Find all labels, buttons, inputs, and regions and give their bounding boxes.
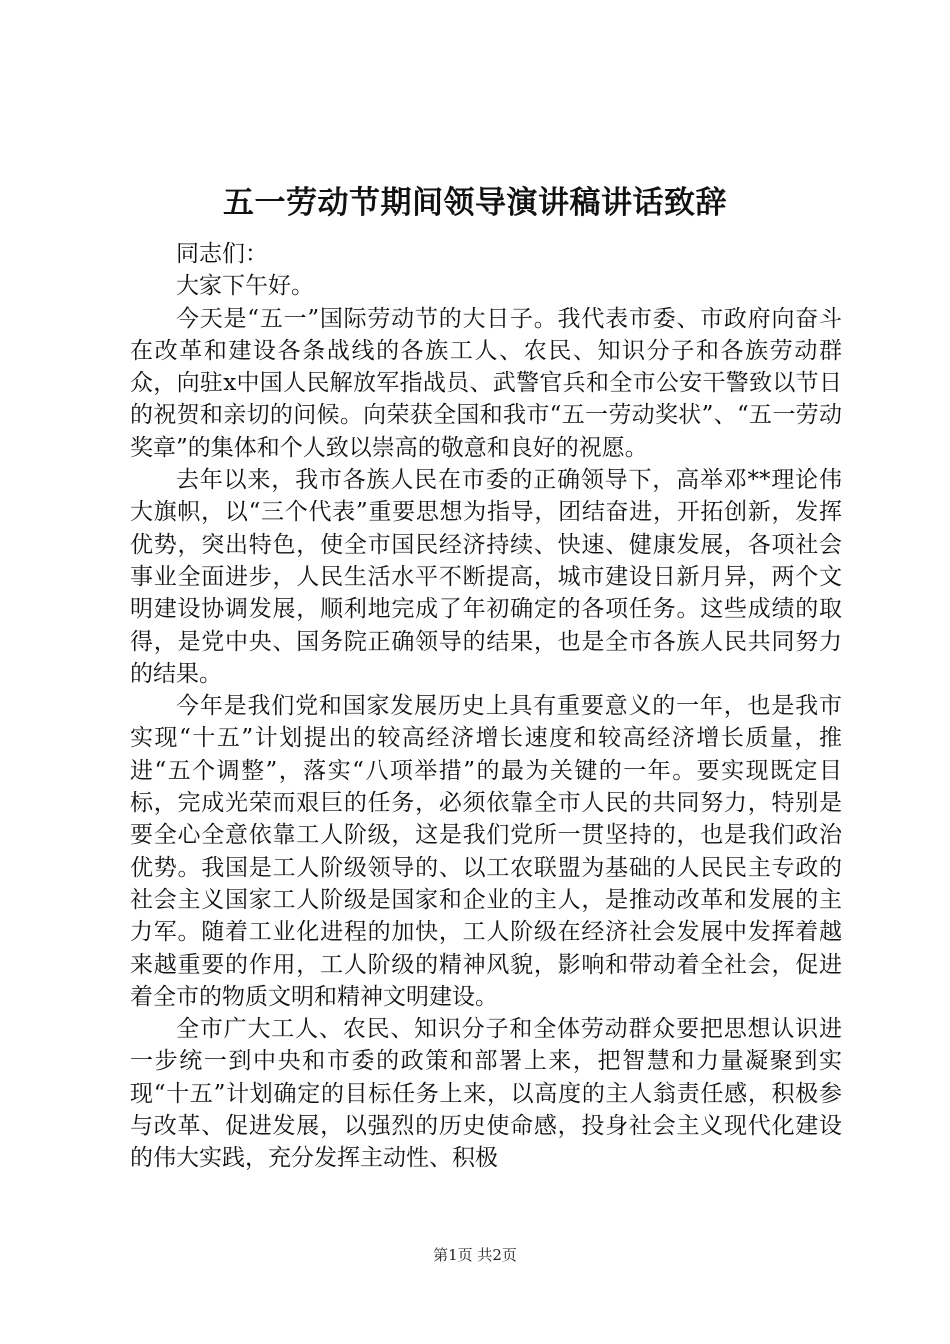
greeting: 大家下午好。	[176, 273, 314, 300]
document-body	[130, 238, 842, 1175]
page-number-footer: 第1页 共2页	[433, 1246, 517, 1264]
paragraph-3: 今年是我们党和国家发展历史上具有重要意义的一年，也是我市实现“十五”计划提出的较高经济增长速度和较高经济增长质量，推进“五个调整”，落实“八项举措”的最为关键的一年。要实现既定目标，完成光荣而艰巨的任务，必须依靠全市人民的共同努力，特别是要全心全意依靠工人阶级，这是我们党所一贯坚持的，也是我们政治优势。我国是工人阶级领导的、以工农联盟为基础的人民民主专政的社会主义国家工人阶级是国家和企业的主人，是推动改革和发展的主力军。随着工业化进程的加快，工人阶级在经济社会发展中发挥着越来越重要的作用，工人阶级的精神风貌，影响和带动着全社会，促进着全市的物质文明和精神文明建设。	[130, 693, 842, 1010]
document-title: 五一劳动节期间领导演讲稿讲话致辞	[223, 185, 727, 221]
paragraph-1: 今天是“五一”国际劳动节的大日子。我代表市委、市政府向奋斗在改革和建设各条战线的各族工人、农民、知识分子和各族劳动群众，向驻x中国人民解放军指战员、武警官兵和全市公安干警致以节日的祝贺和亲切的问候。向荣获全国和我市“五一劳动奖状”、“五一劳动奖章”的集体和个人致以崇高的敬意和良好的祝愿。	[130, 305, 842, 461]
paragraph-2: 去年以来，我市各族人民在市委的正确领导下，高举邓**理论伟大旗帜，以“三个代表”重要思想为指导，团结奋进，开拓创新，发挥优势，突出特色，使全市国民经济持续、快速、健康发展，各项社会事业全面进步，人民生活水平不断提高，城市建设日新月异，两个文明建设协调发展，顺利地完成了年初确定的各项任务。这些成绩的取得，是党中央、国务院正确领导的结果，也是全市各族人民共同努力的结果。	[130, 467, 842, 687]
paragraph-4: 全市广大工人、农民、知识分子和全体劳动群众要把思想认识进一步统一到中央和市委的政策和部署上来，把智慧和力量凝聚到实现“十五”计划确定的目标任务上来，以高度的主人翁责任感，积极参与改革、促进发展，以强烈的历史使命感，投身社会主义现代化建设的伟大实践，充分发挥主动性、积极	[130, 1016, 842, 1172]
salutation: 同志们：	[176, 241, 268, 267]
